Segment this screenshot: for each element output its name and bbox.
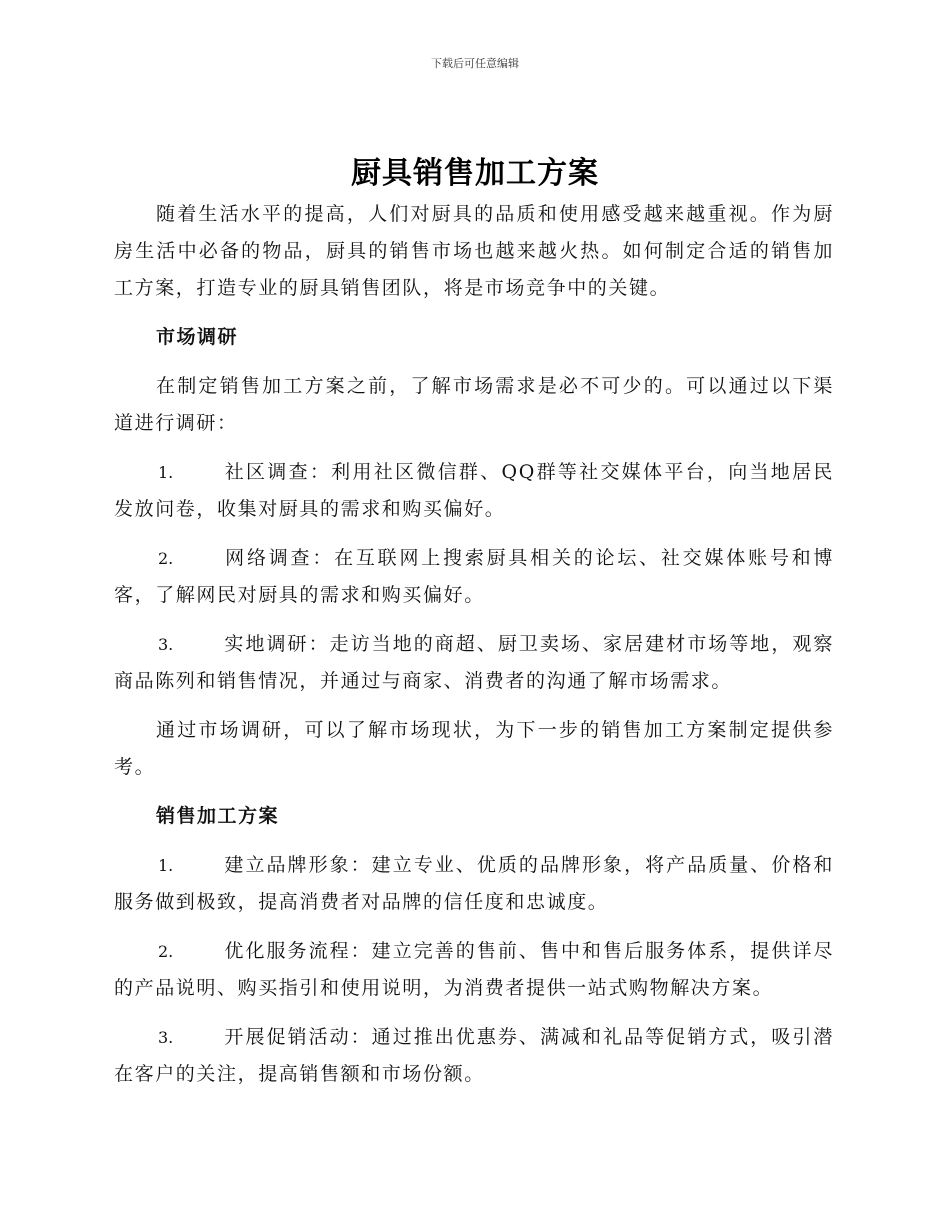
list-item [114,933,834,1007]
list-item-number: 3. [158,635,174,654]
list-item-number: 2. [158,942,174,961]
document-body [114,196,834,1105]
list-item [114,626,834,700]
list-item-number: 1. [158,463,174,482]
list-item-number: 1. [158,856,174,875]
list-item-text: 优化服务流程：建立完善的售前、售中和售后服务体系，提供详尽的产品说明、购买指引和使用说明，为消费者提供一站式购物解决方案。 [114,940,834,999]
list-item [114,540,834,614]
list-item-number: 2. [158,549,174,568]
section-heading-sales-plan: 销售加工方案 [156,805,280,827]
list-item [114,454,834,528]
header-note: 下载后可任意编辑 [431,57,519,70]
market-research-summary: 通过市场调研，可以了解市场现状，为下一步的销售加工方案制定提供参考。 [114,719,834,778]
list-item-text: 网络调查：在互联网上搜索厨具相关的论坛、社交媒体账号和博客，了解网民对厨具的需求和购买偏好。 [114,547,834,606]
market-research-lead: 在制定销售加工方案之前，了解市场需求是必不可少的。可以通过以下渠道进行调研： [114,375,834,434]
list-item-number: 3. [158,1028,174,1047]
document-title: 厨具销售加工方案 [351,156,599,191]
list-item-text: 开展促销活动：通过推出优惠券、满减和礼品等促销方式，吸引潜在客户的关注，提高销售额和市场份额。 [114,1026,834,1085]
list-item-text: 实地调研：走访当地的商超、厨卫卖场、家居建材市场等地，观察商品陈列和销售情况，并通过与商家、消费者的沟通了解市场需求。 [114,633,834,692]
intro-paragraph: 随着生活水平的提高，人们对厨具的品质和使用感受越来越重视。作为厨房生活中必备的物品，厨具的销售市场也越来越火热。如何制定合适的销售加工方案，打造专业的厨具销售团队，将是市场竞争中的关键。 [114,203,834,299]
list-item-text: 建立品牌形象：建立专业、优质的品牌形象，将产品质量、价格和服务做到极致，提高消费者对品牌的信任度和忠诚度。 [114,854,834,913]
list-item-text: 社区调查：利用社区微信群、QQ群等社交媒体平台，向当地居民发放问卷，收集对厨具的需求和购买偏好。 [114,461,834,520]
section-heading-market-research: 市场调研 [156,326,239,348]
list-item [114,1019,834,1093]
list-item [114,847,834,921]
